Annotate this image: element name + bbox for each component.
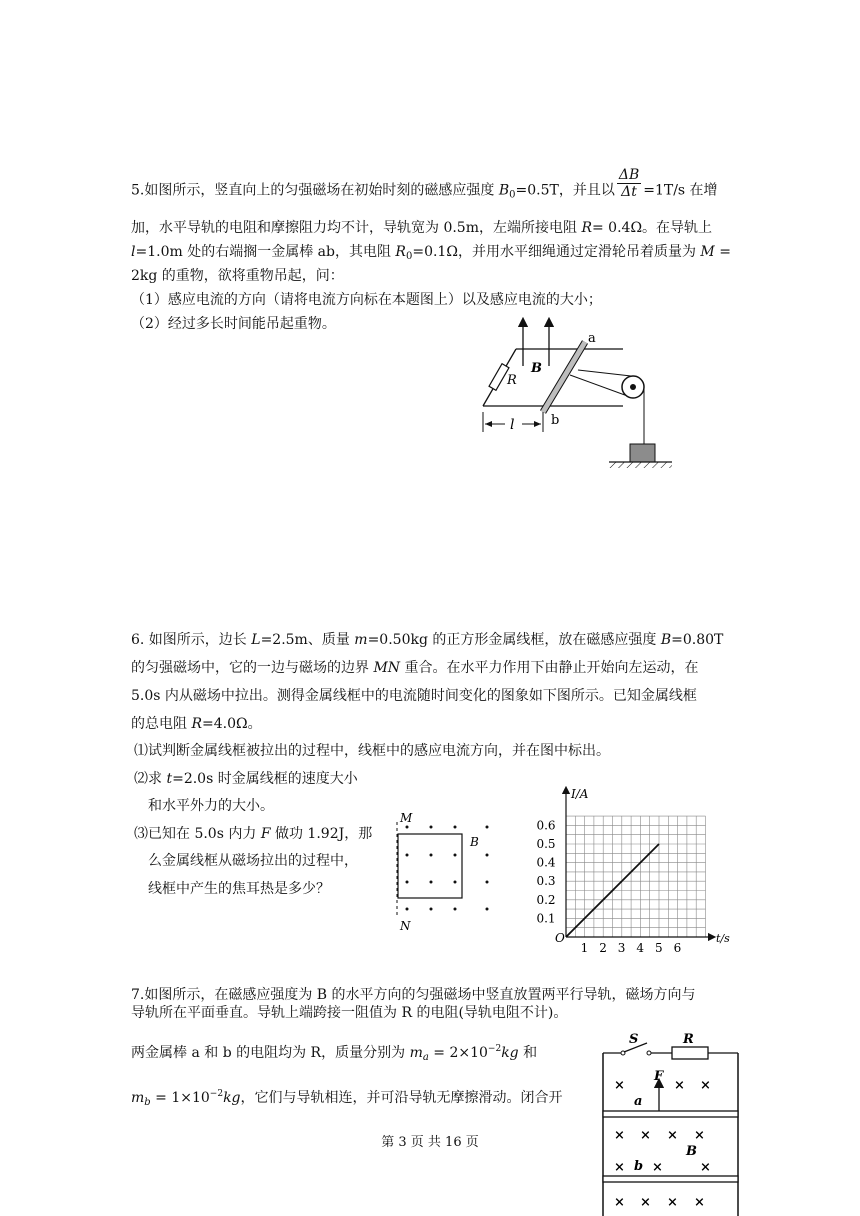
q7-text: 和 [518, 1045, 538, 1061]
q5-subq-2: （2）经过多长时间能吊起重物。 [131, 316, 336, 332]
page-footer: 第 3 页 共 16 页 [381, 1135, 479, 1150]
q7-label-a: a [634, 1094, 643, 1109]
q6-line-3: 5.0s 内从磁场中拉出。测得金属线框中的电流随时间变化的图象如下图所示。已知金属线框 [131, 688, 697, 704]
q5-frac-den: Δt [621, 184, 637, 200]
q5-label-b: b [551, 413, 560, 428]
q6-label-N: N [400, 919, 411, 933]
q6-text: ⑶已知在 5.0s 内力 [134, 826, 261, 842]
q6-text: =2.0s 时金属线框的速度大小 [172, 771, 358, 787]
q6-line-1 [131, 631, 723, 649]
q7-label-B: B [686, 1144, 697, 1159]
q5-frac-num: ΔB [618, 167, 640, 183]
q5-resistor [489, 364, 509, 391]
q6-text: 的总电阻 [131, 716, 192, 732]
chart-xlabel: t/s [716, 932, 730, 945]
q7-rod-b [603, 1176, 738, 1182]
q6-line-2 [131, 659, 699, 677]
q5-label-l: l [510, 417, 515, 433]
q7-line-2: 导轨所在平面垂直。导轨上端跨接一阻值为 R 的电阻(导轨电阻不计)。 [131, 1005, 568, 1021]
field-cross: × [640, 1195, 651, 1210]
q6-subq-2-cont: 和水平外力的大小。 [148, 798, 274, 814]
q5-var-B: B [498, 182, 510, 199]
q6-var-B: B [660, 632, 672, 648]
y-tick-label: 0.6 [536, 818, 556, 833]
q6-label-B: B [470, 835, 479, 849]
field-cross: × [694, 1195, 705, 1210]
q6-text: =4.0Ω。 [202, 716, 262, 732]
q5-text: 5.如图所示，竖直向上的匀强磁场在初始时刻的磁感应强度 [131, 182, 499, 199]
q6-square-frame [398, 834, 462, 898]
q6-frame-figure [388, 806, 498, 934]
field-cross: × [700, 1160, 711, 1175]
q7-sub: b [144, 1097, 151, 1108]
q7-label-S: S [629, 1032, 639, 1047]
q5-text: =0.1Ω，并用水平细绳通过定滑轮吊着质量为 [412, 244, 701, 260]
q7-text: 两金属棒 a 和 b 的电阻均为 R，质量分别为 [131, 1045, 410, 1061]
q7-exponent: −2 [487, 1044, 502, 1054]
q5-text: =0.5T，并且以 [515, 182, 615, 199]
q5-sub: 0 [405, 251, 413, 262]
q6-text: =0.80T [671, 632, 724, 648]
q6-text: =0.50kg 的正方形金属线框，放在磁感应强度 [367, 632, 661, 648]
q6-subq-3 [134, 825, 372, 843]
q6-text: =2.5m、质量 [260, 632, 355, 648]
q6-var-L: L [251, 632, 261, 648]
q5-weight [630, 444, 655, 462]
field-cross: × [614, 1078, 625, 1093]
field-cross: × [667, 1195, 678, 1210]
q6-text: 做功 1.92J，那 [270, 826, 373, 842]
q7-text: ，它们与导轨相连，并可沿导轨无摩擦滑动。闭合开 [240, 1090, 563, 1106]
q6-subq-3-cont2: 线框中产生的焦耳热是多少？ [148, 881, 330, 897]
x-tick-label: 6 [673, 941, 682, 955]
q7-line-4 [131, 1085, 563, 1112]
q6-text: ⑵求 [134, 771, 167, 787]
x-tick-label: 5 [655, 941, 663, 955]
q5-ground-hatch [609, 462, 672, 468]
q6-text: 6. 如图所示，边长 [131, 632, 252, 648]
q7-line-3 [131, 1040, 537, 1067]
q6-var-m: m [354, 632, 368, 648]
q5-var-M: M [700, 244, 715, 260]
q7-var-mb: m [131, 1090, 145, 1106]
field-cross: × [667, 1128, 678, 1143]
q7-sub: a [422, 1052, 429, 1063]
q5-var-R: R [581, 220, 592, 236]
q7-figure [595, 1028, 745, 1216]
y-tick-label: 0.2 [536, 892, 556, 907]
q6-var-t: t [166, 771, 173, 787]
q5-label-a: a [588, 331, 596, 346]
q6-text: 的匀强磁场中，它的一边与磁场的边界 [131, 660, 374, 676]
q6-current-time-chart [536, 783, 740, 955]
q5-line-4: 2kg 的重物，欲将重物吊起，问： [131, 268, 344, 284]
q5-string [578, 370, 631, 376]
x-tick-label: 1 [580, 941, 589, 955]
q7-exponent: −2 [209, 1089, 224, 1099]
q7-label-R: R [683, 1032, 694, 1047]
q7-text: = 2×10 [428, 1045, 488, 1061]
field-cross: × [694, 1128, 705, 1143]
q5-line-3 [131, 243, 731, 266]
q6-label-M: M [400, 811, 413, 825]
field-cross: × [614, 1195, 625, 1210]
q5-var-l: l [131, 244, 136, 260]
q6-subq-3-cont: 么金属线框从磁场拉出的过程中， [148, 853, 358, 869]
q5-text: 加，水平导轨的电阻和摩擦阻力均不计，导轨宽为 0.5m，左端所接电阻 [131, 220, 582, 236]
q6-var-F: F [260, 826, 271, 842]
y-tick-label: 0.1 [536, 911, 556, 926]
q7-switch-contact [647, 1051, 651, 1055]
q5-text: =1T/s 在增 [643, 182, 718, 199]
q7-label-b: b [634, 1159, 644, 1174]
q7-text: = 1×10 [150, 1090, 210, 1106]
q5-subq-1: （1）感应电流的方向（请将电流方向标在本题图上）以及感应电流的大小； [131, 292, 602, 308]
y-tick-label: 0.5 [536, 837, 556, 851]
q5-label-B: B [531, 361, 542, 376]
x-tick-label: 2 [599, 941, 607, 955]
q6-subq-1: ⑴试判断金属线框被拉出的过程中，线框中的感应电流方向，并在图中标出。 [134, 743, 610, 759]
chart-ylabel: I/A [571, 787, 589, 801]
field-cross: × [614, 1128, 625, 1143]
q5-pulley-axle [630, 384, 636, 390]
q7-rod-a [603, 1111, 738, 1117]
x-tick-label: 4 [636, 941, 645, 955]
q5-text: =1.0m 处的右端搁一金属棒 ab，其电阻 [135, 244, 396, 260]
q5-text: = 0.4Ω。在导轨上 [592, 220, 713, 236]
q5-fraction [617, 167, 641, 200]
q7-unit: kg [223, 1090, 241, 1106]
q7-resistor [672, 1047, 708, 1059]
chart-origin-label: O [555, 931, 565, 945]
q7-line-1: 7.如图所示，在磁感应强度为 B 的水平方向的匀强磁场中竖直放置两平行导轨，磁场方向与 [131, 987, 696, 1003]
q7-unit: kg [501, 1045, 519, 1061]
q5-var-R0: R [395, 244, 406, 260]
field-cross: × [640, 1128, 651, 1143]
field-cross: × [700, 1078, 711, 1093]
field-cross: × [652, 1160, 663, 1175]
q6-subq-2 [134, 770, 358, 788]
q5-label-R: R [507, 373, 517, 388]
x-tick-label: 3 [617, 941, 626, 955]
field-cross: × [674, 1078, 685, 1093]
q7-label-F: F [654, 1069, 664, 1084]
q6-line-4 [131, 715, 262, 733]
q7-var-ma: m [409, 1045, 423, 1061]
field-cross: × [614, 1160, 625, 1175]
y-tick-label: 0.4 [536, 855, 556, 870]
q6-var-MN: MN [373, 660, 401, 676]
chart-grid [566, 816, 706, 937]
q5-line-2 [131, 219, 712, 237]
q6-var-R: R [191, 716, 202, 732]
q5-figure [470, 312, 680, 472]
q5-sub: 0 [509, 189, 516, 201]
q6-text: 重合。在水平力作用下由静止开始向左运动，在 [400, 660, 699, 676]
q5-text: = [714, 244, 731, 260]
y-tick-label: 0.3 [536, 874, 556, 889]
